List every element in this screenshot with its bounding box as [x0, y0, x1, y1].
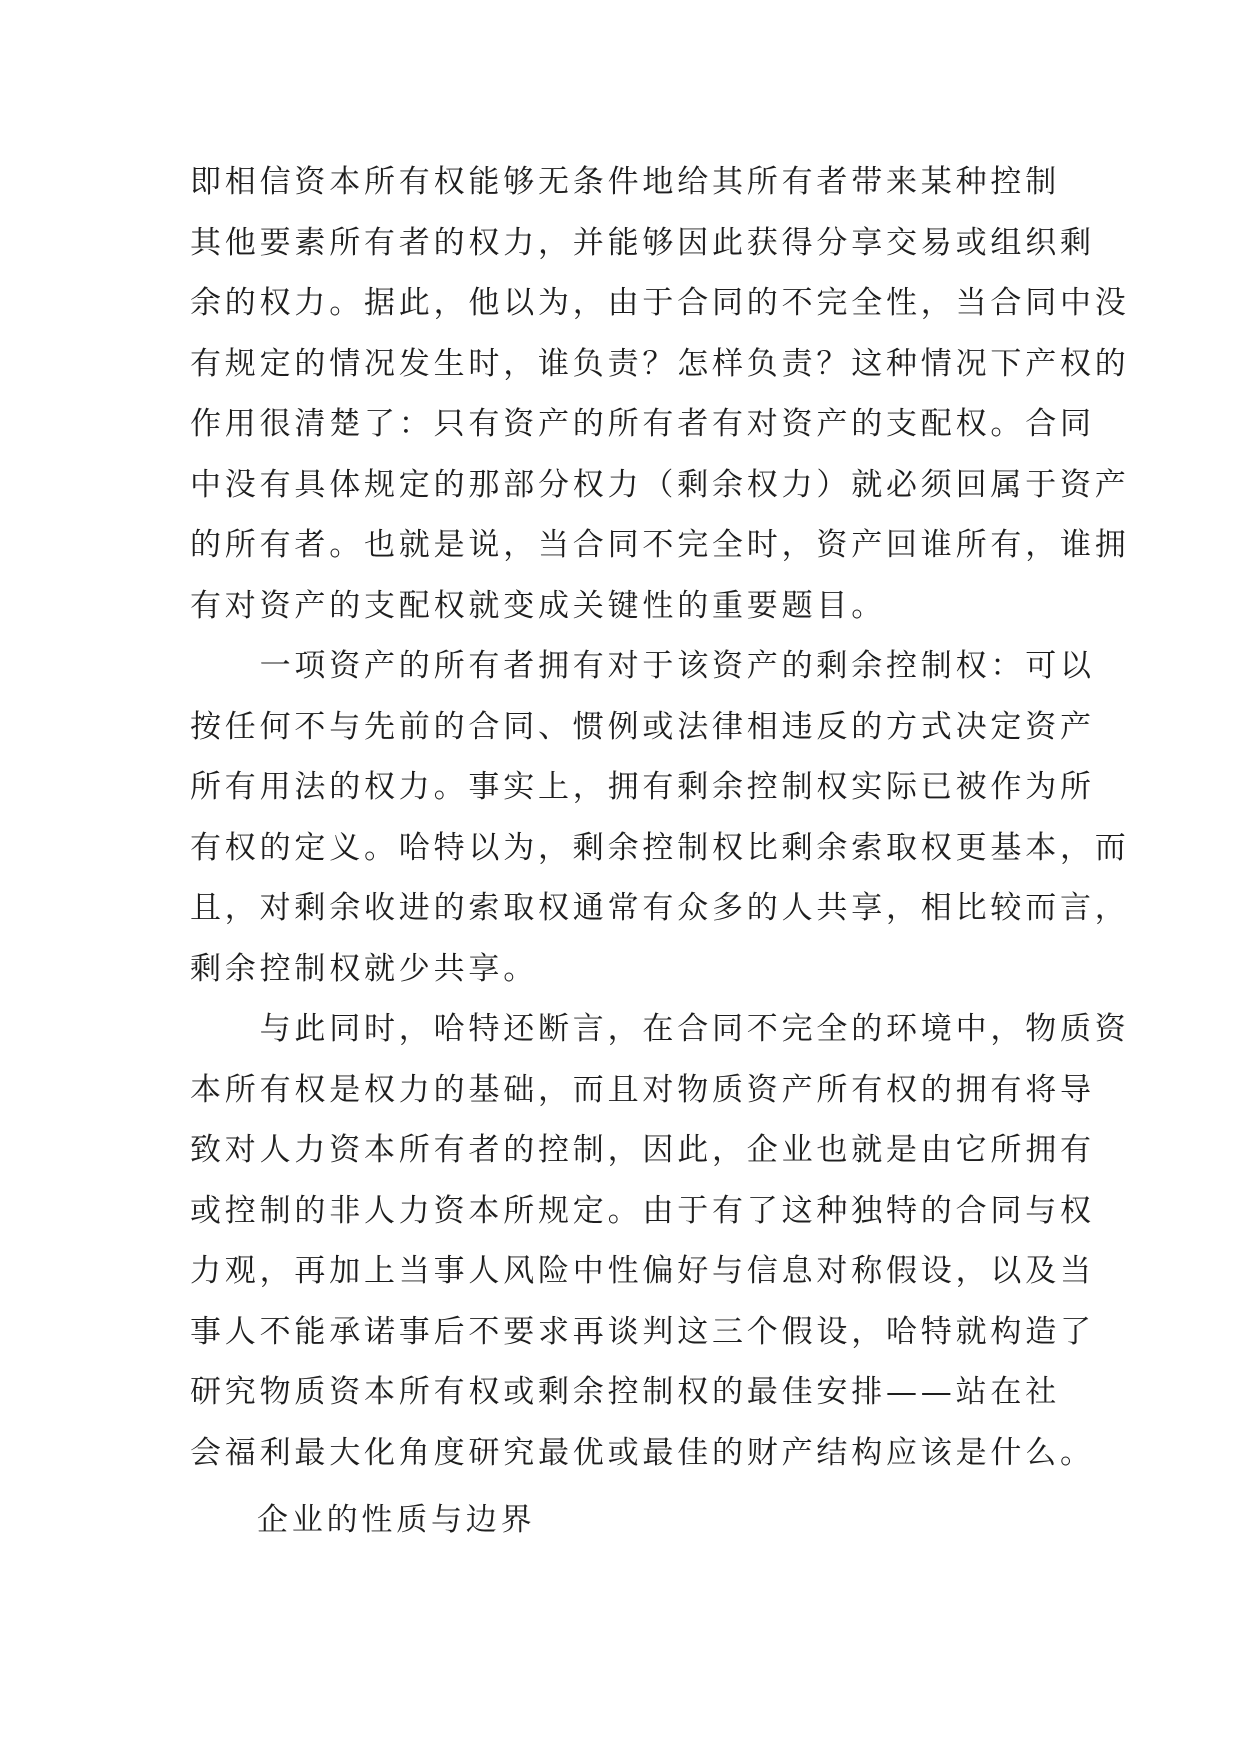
- text-line: 余的权力。据此，他以为，由于合同的不完全性，当合同中没: [190, 285, 1130, 321]
- text-line: 所有用法的权力。事实上，拥有剩余控制权实际已被作为所: [190, 769, 1095, 805]
- text-line: 与此同时，哈特还断言，在合同不完全的环境中，物质资: [190, 1011, 1130, 1047]
- section-heading: 企业的性质与边界: [257, 1502, 536, 1538]
- text-line: 有权的定义。哈特以为，剩余控制权比剩余索取权更基本，而: [190, 829, 1130, 866]
- text-line: 事人不能承诺事后不要求再谈判这三个假设，哈特就构造了: [190, 1313, 1095, 1350]
- text-line: 的所有者。也就是说，当合同不完全时，资产回谁所有，谁拥: [190, 527, 1130, 563]
- text-line: 剩余控制权就少共享。: [190, 950, 538, 987]
- text-line: 中没有具体规定的那部分权力（剩余权力）就必须回属于资产: [190, 466, 1130, 503]
- text-line: 即相信资本所有权能够无条件地给其所有者带来某种控制: [190, 164, 1060, 200]
- text-line: 本所有权是权力的基础，而且对物质资产所有权的拥有将导: [190, 1071, 1095, 1108]
- text-line: 按任何不与先前的合同、惯例或法律相违反的方式决定资产: [190, 708, 1095, 745]
- text-line: 其他要素所有者的权力，并能够因此获得分享交易或组织剩: [190, 224, 1095, 261]
- text-line: 致对人力资本所有者的控制，因此，企业也就是由它所拥有: [190, 1132, 1095, 1168]
- body-text: [190, 152, 1130, 1483]
- text-line: 一项资产的所有者拥有对于该资产的剩余控制权：可以: [190, 648, 1095, 684]
- text-line: 研究物质资本所有权或剩余控制权的最佳安排——站在社: [190, 1374, 1060, 1410]
- text-line: 力观，再加上当事人风险中性偏好与信息对称假设，以及当: [190, 1253, 1095, 1289]
- text-line: 有对资产的支配权就变成关键性的重要题目。: [190, 587, 886, 624]
- text-line: 或控制的非人力资本所规定。由于有了这种独特的合同与权: [190, 1192, 1095, 1229]
- text-line: 作用很清楚了：只有资产的所有者有对资产的支配权。合同: [190, 406, 1095, 442]
- text-line: 且，对剩余收进的索取权通常有众多的人共享，相比较而言，: [190, 890, 1130, 926]
- text-line: 有规定的情况发生时，谁负责？怎样负责？这种情况下产权的: [190, 345, 1130, 382]
- text-line: 会福利最大化角度研究最优或最佳的财产结构应该是什么。: [190, 1434, 1095, 1471]
